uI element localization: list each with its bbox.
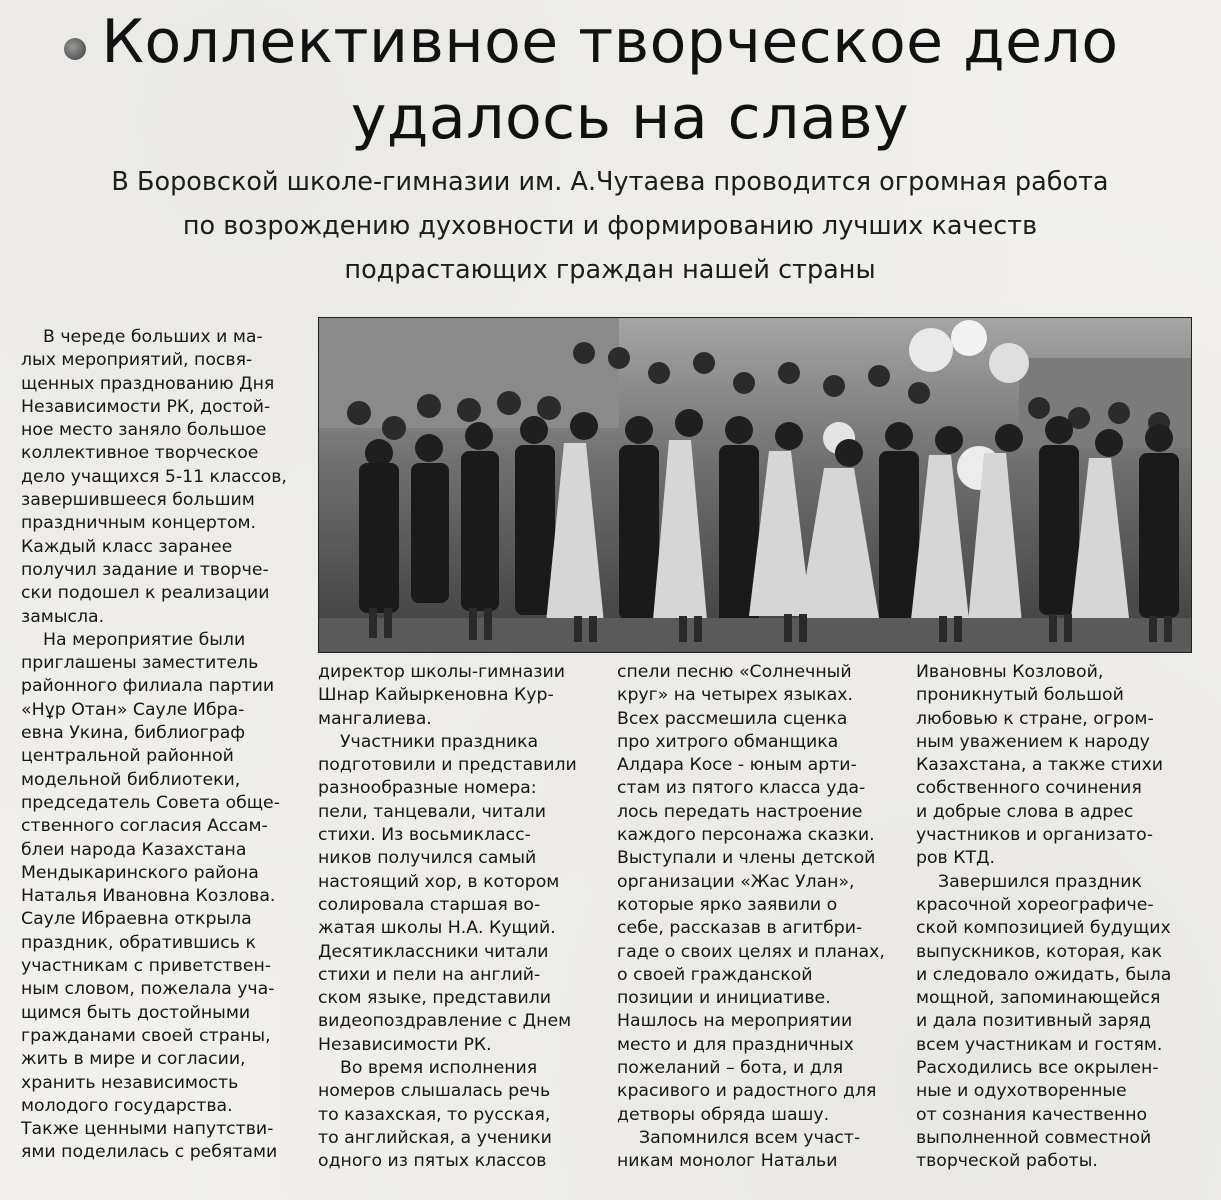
group-photo-image [319, 318, 1191, 652]
column-text-line: дело учащихся 5-11 классов, [21, 466, 287, 487]
headline-line-1: Коллективное творческое дело [101, 7, 1119, 77]
column-text-line: собственного сочинения [916, 778, 1142, 799]
column-text-line: районного филиала партии [21, 676, 275, 697]
column-text-line: председатель Совета обще- [21, 792, 280, 813]
column-text-line: участникам с приветствен- [21, 956, 271, 977]
column-text-line: видеопоздравление с Днем [318, 1011, 572, 1032]
column-text-line: хранить независимость [21, 1072, 239, 1093]
column-text-line: мангалиева. [318, 708, 432, 729]
column-text-line: и дала позитивный заряд [916, 1011, 1151, 1032]
column-text-line: лых мероприятий, посвя- [21, 350, 253, 371]
column-text-line: каждого персонажа сказки. [617, 825, 875, 846]
column-text-line: позиции и инициативе. [617, 988, 831, 1009]
column-text-line: никам монолог Натальи [617, 1151, 838, 1172]
column-text-line: выполненной совместной [916, 1127, 1152, 1148]
headline-line-2: удалось на славу [350, 83, 910, 153]
article-lead [40, 160, 1180, 292]
column-text-line: мощной, запоминающейся [916, 988, 1161, 1009]
column-text-line: ском языке, представили [318, 988, 552, 1009]
column-text-line: коллективное творческое [21, 443, 259, 464]
column-text-line: Расходились все окрылен- [916, 1058, 1159, 1079]
column-text-line: о своей гражданской [617, 964, 813, 985]
article-column-4 [916, 661, 1206, 1174]
article-column-3 [617, 661, 902, 1174]
column-text-line: На мероприятие были [43, 629, 246, 650]
column-text-line: то казахская, то русская, [318, 1104, 551, 1125]
column-text-line: Наталья Ивановна Козлова. [21, 886, 276, 907]
column-text-line: ров КТД. [916, 848, 996, 869]
column-text-line: ски подошел к реализации [21, 583, 270, 604]
column-text-line: ями поделилась с ребятами [21, 1142, 278, 1163]
column-text-line: ным уважением к народу [916, 731, 1150, 752]
column-text-line: Шнар Кайыркеновна Кур- [318, 685, 554, 706]
column-text-line: Всех рассмешила сценка [617, 708, 848, 729]
column-text-line: ской композицией будущих [916, 918, 1171, 939]
column-text-line: Независимости РК, достой- [21, 396, 271, 417]
column-text-line: спели песню «Солнечный [617, 662, 852, 682]
column-text-line: ные и одухотворенные [916, 1081, 1127, 1102]
column-text-line: гаде о своих целях и планах, [617, 941, 885, 962]
column-text-line: лось передать настроение [617, 801, 863, 822]
column-text-line: участников и организато- [916, 825, 1153, 846]
column-text-line: праздничным концертом. [21, 513, 257, 534]
column-text-line: Во время исполнения [340, 1058, 538, 1079]
column-text-line: центральной районной [21, 746, 234, 767]
article-column-2 [318, 661, 598, 1174]
column-text-line: номеров слышалась речь [318, 1081, 551, 1102]
column-text-line: Казахстана, а также стихи [916, 755, 1164, 776]
column-text-line: солировала старшая во- [318, 894, 541, 915]
column-text-line: выпускников, которая, как [916, 941, 1163, 962]
column-text-line: детворы обряда шашу. [617, 1104, 830, 1125]
column-text-line: место и для праздничных [617, 1034, 854, 1055]
lead-line: подрастающих граждан нашей страны [344, 255, 876, 285]
column-text-line: ным словом, пожелала уча- [21, 979, 275, 1000]
column-text-line: праздник, обратившись к [21, 932, 256, 953]
column-text-line: Также ценными напутстви- [21, 1119, 274, 1140]
column-text-line: Запомнился всем участ- [639, 1127, 861, 1148]
column-text-line: жить в мире и согласии, [21, 1049, 246, 1070]
column-text-line: и следовало ожидать, была [916, 964, 1172, 985]
column-text-line: настоящий хор, в котором [318, 871, 560, 892]
column-text-line: Десятиклассники читали [318, 941, 549, 962]
column-text-line: любовью к стране, огром- [916, 708, 1154, 729]
column-text-line: Ивановны Козловой, [916, 662, 1104, 682]
column-text-line: ственного согласия Ассам- [21, 816, 268, 837]
column-text-line: стам из пятого класса уда- [617, 778, 866, 799]
column-text-line: всем участникам и гостям. [916, 1034, 1163, 1055]
column-text-line: себе, рассказав в агитбри- [617, 918, 863, 939]
column-text-line: круг» на четырех языках. [617, 685, 854, 706]
column-text-line: Участники праздника [340, 731, 539, 752]
column-text-line: ное место заняло большое [21, 420, 267, 441]
column-text-line: то английская, а ученики [318, 1127, 552, 1148]
column-text-line: «Нұр Отан» Сауле Ибра- [21, 699, 245, 720]
column-text-line: про хитрого обманщика [617, 731, 839, 752]
column-text-line: Сауле Ибраевна открыла [21, 909, 252, 930]
column-text-line: творческой работы. [916, 1151, 1098, 1172]
column-text-line: Завершился праздник [938, 871, 1142, 892]
column-text-line: подготовили и представили [318, 755, 577, 776]
column-text-line: В череде больших и ма- [43, 327, 263, 347]
column-text-line: завершившееся большим [21, 490, 255, 511]
column-text-line: Каждый класс заранее [21, 536, 233, 557]
column-text-line: блеи народа Казахстана [21, 839, 247, 860]
article-headline [60, 4, 1160, 156]
column-text-line: стихи. Из восьмикласс- [318, 825, 531, 846]
column-text-line: модельной библиотеки, [21, 769, 241, 790]
column-text-line: пожеланий – бота, и для [617, 1058, 844, 1079]
column-text-line: приглашены заместитель [21, 653, 259, 674]
column-text-line: жатая школы Н.А. Кущий. [318, 918, 556, 939]
column-text-line: Нашлось на мероприятии [617, 1011, 853, 1032]
column-text-line: щимся быть достойными [21, 1002, 251, 1023]
lead-line: по возрождению духовности и формированию лучших качеств [182, 211, 1038, 241]
column-text-line: красивого и радостного для [617, 1081, 877, 1102]
column-text-line: молодого государства. [21, 1095, 233, 1116]
column-text-line: гражданами своей страны, [21, 1025, 271, 1046]
column-text-line: получил задание и творче- [21, 559, 269, 580]
article-column-1 [21, 326, 311, 1165]
column-text-line: Алдара Косе - юным арти- [617, 755, 857, 776]
lead-line: В Боровской школе-гимназии им. А.Чутаева проводится огромная работа [111, 167, 1109, 197]
column-text-line: одного из пятых классов [318, 1151, 547, 1172]
group-photo [318, 317, 1192, 653]
column-text-line: замысла. [21, 606, 105, 627]
column-text-line: и добрые слова в адрес [916, 801, 1134, 822]
column-text-line: Независимости РК. [318, 1034, 492, 1055]
column-text-line: организации «Жас Улан», [617, 871, 855, 892]
column-text-line: стихи и пели на англий- [318, 964, 541, 985]
column-text-line: пели, танцевали, читали [318, 801, 546, 822]
column-text-line: разнообразные номера: [318, 778, 537, 799]
column-text-line: Мендыкаринского района [21, 862, 259, 883]
column-text-line: евна Укина, библиограф [21, 723, 246, 744]
column-text-line: от сознания качественно [916, 1104, 1148, 1125]
column-text-line: Выступали и члены детской [617, 848, 876, 869]
column-text-line: щенных празднованию Дня [21, 373, 275, 394]
column-text-line: которые ярко заявили о [617, 894, 838, 915]
column-text-line: проникнутый большой [916, 685, 1124, 706]
column-text-line: директор школы-гимназии [318, 662, 565, 682]
column-text-line: красочной хореографиче- [916, 894, 1154, 915]
column-text-line: ников получился самый [318, 848, 537, 869]
